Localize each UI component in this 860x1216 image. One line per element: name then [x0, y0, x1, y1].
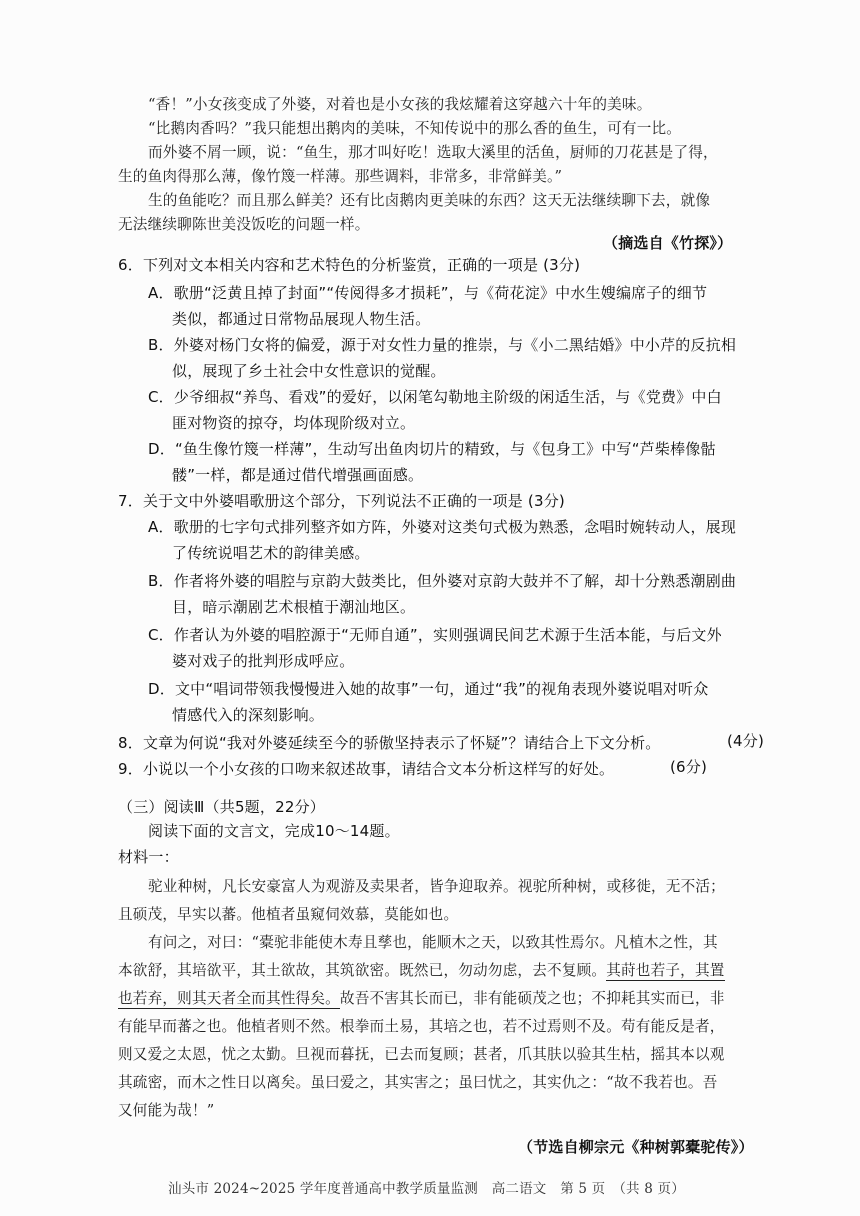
- question-9: 9．小说以一个小女孩的口吻来叙述故事，请结合文本分析这样写的好处。: [118, 760, 615, 778]
- classical-text-line: 有能早而蕃之也。他植者则不然。根拳而土易，其培之也，若不过焉则不及。苟有能反是者，: [118, 1018, 725, 1035]
- story-paragraph: 而外婆不屑一顾，说：“鱼生，那才叫好吃！选取大溪里的活鱼，厨师的刀花甚是了得，: [148, 144, 718, 161]
- underlined-sentence-cont: 也若弃，则其天者全而其性得矣。: [118, 990, 340, 1007]
- question-6-option-d: D．“鱼生像竹篾一样薄”，生动写出鱼肉切片的精致，与《包身工》中写“芦柴棒像骷: [148, 440, 716, 458]
- question-8-score: (4分): [727, 732, 765, 750]
- question-6-option-b: B．外婆对杨门女将的偏爱，源于对女性力量的推崇，与《小二黑结婚》中小芹的反抗相: [148, 336, 737, 354]
- question-6-stem: 6．下列对文本相关内容和艺术特色的分析鉴赏，正确的一项是 (3分): [118, 256, 581, 274]
- page-footer: 汕头市 2024~2025 学年度普通高中教学质量监测 高二语文 第 5 页 （共 8 页）: [168, 1181, 685, 1197]
- question-6-option-a: A．歌册“泛黄且掉了封面”“传阅得多才损耗”，与《荷花淀》中水生嫂编席子的细节: [148, 284, 708, 302]
- story-paragraph-continued: 生的鱼肉得那么薄，像竹篾一样薄。那些调料，非常多，非常鲜美。”: [118, 168, 563, 185]
- classical-text-line: 故吾不害其长而已，非有能硕茂之也；不抑耗其实而已，非: [339, 990, 725, 1007]
- question-7-option-c: C．作者认为外婆的唱腔源于“无师自通”，实则强调民间艺术源于生活本能，与后文外: [148, 626, 722, 644]
- question-7-option-d: D．文中“唱词带领我慢慢进入她的故事”一句，通过“我”的视角表现外婆说唱对听众: [148, 680, 709, 698]
- question-6-option-a-cont: 类似，都通过日常物品展现人物生活。: [172, 310, 431, 328]
- story-source: （摘选自《竹探》）: [603, 234, 733, 252]
- underlined-sentence: 其莳也若子，其置: [606, 962, 725, 979]
- story-paragraph: “比鹅肉香吗？”我只能想出鹅肉的美味，不知传说中的那么香的鱼生，可有一比。: [148, 120, 682, 137]
- section-instruction: 阅读下面的文言文，完成10～14题。: [148, 822, 400, 840]
- question-6-option-b-cont: 似，展现了乡土社会中女性意识的觉醒。: [172, 362, 446, 380]
- section-heading: （三）阅读Ⅲ（共5题，22分）: [118, 798, 325, 816]
- story-paragraph: “香！”小女孩变成了外婆，对着也是小女孩的我炫耀着这穿越六十年的美味。: [148, 96, 652, 113]
- classical-source: （节选自柳宗元《种树郭橐驼传》）: [518, 1138, 754, 1156]
- question-7-option-d-cont: 情感代入的深刻影响。: [172, 706, 325, 724]
- question-6-option-c-cont: 匪对物资的掠夺，均体现阶级对立。: [172, 414, 416, 432]
- story-paragraph: 生的鱼能吃？而且那么鲜美？还有比卤鹅肉更美味的东西？这天无法继续聊下去，就像: [148, 192, 711, 209]
- question-9-score: (6分): [670, 758, 708, 776]
- classical-text-line: 有问之，对曰：“橐驼非能使木寿且孳也，能顺木之天，以致其性焉尔。凡植木之性，其: [148, 934, 718, 951]
- material-label: 材料一：: [118, 848, 179, 866]
- story-paragraph-continued: 无法继续聊陈世美没饭吃的问题一样。: [118, 216, 370, 233]
- question-6-option-d-cont: 髅”一样，都是通过借代增强画面感。: [172, 466, 424, 484]
- question-8: 8．文章为何说“我对外婆延续至今的骄傲坚持表示了怀疑”？请结合上下文分析。: [118, 734, 661, 752]
- question-7-option-b-cont: 目，暗示潮剧艺术根植于潮汕地区。: [172, 598, 416, 616]
- question-7-stem: 7．关于文中外婆唱歌册这个部分，下列说法不正确的一项是 (3分): [118, 492, 565, 510]
- classical-text-line: 且硕茂，早实以蕃。他植者虽窥伺效慕，莫能如也。: [118, 906, 459, 923]
- classical-text-line: 本欲舒，其培欲平，其土欲故，其筑欲密。既然已，勿动勿虑，去不复顾。: [118, 962, 607, 979]
- classical-text-line: 其疏密，而木之性日以离矣。虽曰爱之，其实害之；虽曰忧之，其实仇之：“故不我若也。吾: [118, 1074, 718, 1091]
- question-7-option-a-cont: 了传统说唱艺术的韵律美感。: [172, 544, 370, 562]
- question-7-option-c-cont: 婆对戏子的批判形成呼应。: [172, 652, 355, 670]
- question-7-option-b: B．作者将外婆的唱腔与京韵大鼓类比，但外婆对京韵大鼓并不了解，却十分熟悉潮剧曲: [148, 572, 737, 590]
- question-6-option-c: C．少爷细叔“养鸟、看戏”的爱好，以闲笔勾勒地主阶级的闲适生活，与《党费》中白: [148, 388, 722, 406]
- classical-text-line: 驼业种树，凡长安豪富人为观游及卖果者，皆争迎取养。视驼所种树，或移徙，无不活；: [148, 878, 725, 895]
- classical-text-line: 又何能为哉！”: [118, 1102, 215, 1119]
- question-7-option-a: A．歌册的七字句式排列整齐如方阵，外婆对这类句式极为熟悉，念唱时婉转动人，展现: [148, 518, 737, 536]
- classical-text-line: 则又爱之太恩，忧之太勤。旦视而暮抚，已去而复顾；甚者，爪其肤以验其生枯，摇其本以观: [118, 1046, 725, 1063]
